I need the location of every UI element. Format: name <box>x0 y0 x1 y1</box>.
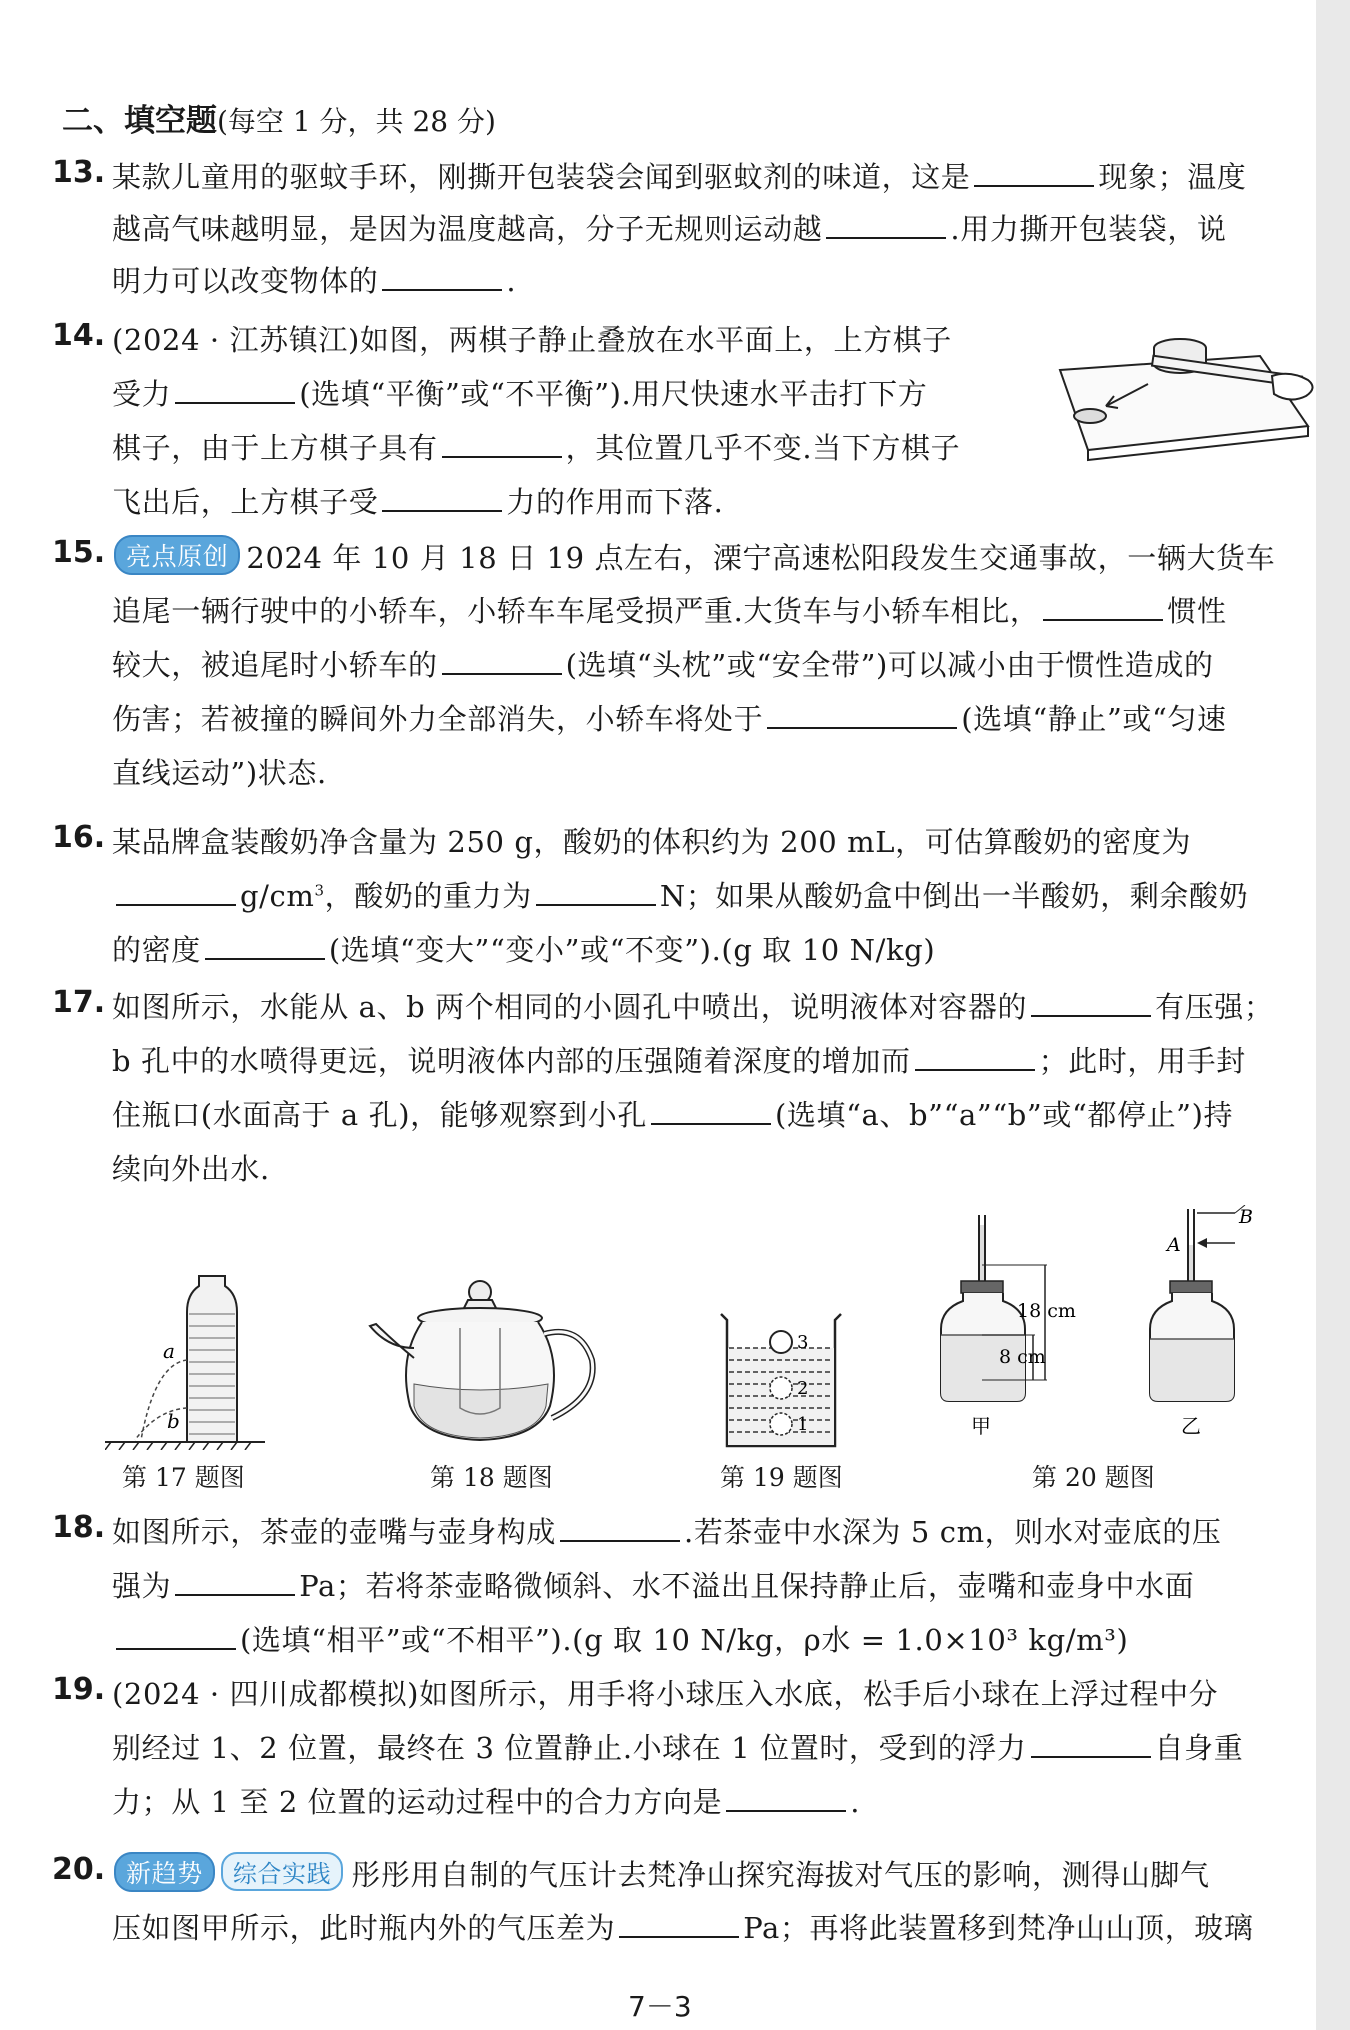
section-heading <box>62 95 496 140</box>
label-hole-b: b <box>167 1409 180 1433</box>
ball-position-1 <box>770 1413 792 1435</box>
page-number: 7－3 <box>628 1990 692 2023</box>
answer-blank[interactable] <box>442 643 562 675</box>
q18-line-2: 强为 Pa；若将茶壶略微倾斜、水不溢出且保持静止后，壶嘴和壶身中水面 <box>112 1564 1194 1605</box>
answer-blank[interactable] <box>442 426 562 458</box>
question-number: 19. <box>52 1672 106 1707</box>
label-position-3: 3 <box>797 1332 809 1353</box>
answer-blank[interactable] <box>619 1906 739 1938</box>
q15-line-3: 较大，被追尾时小轿车的 (选填“头枕”或“安全带”)可以减小由于惯性造成的 <box>112 643 1214 684</box>
q17-line-2: b 孔中的水喷得更远，说明液体内部的压强随着深度的增加而 ；此时，用手封 <box>112 1039 1246 1080</box>
figure-20-barometers <box>935 1205 1265 1460</box>
answer-blank[interactable] <box>1031 985 1151 1017</box>
question-number: 14. <box>52 318 106 353</box>
label-18cm: 18 cm <box>1017 1300 1076 1322</box>
answer-blank[interactable] <box>726 1780 846 1812</box>
label-position-1: 1 <box>797 1414 809 1435</box>
answer-blank[interactable] <box>974 155 1094 187</box>
answer-blank[interactable] <box>116 874 236 906</box>
question-number: 15. <box>52 535 106 570</box>
q18-line-1: 如图所示，茶壶的壶嘴与壶身构成 .若茶壶中水深为 5 cm，则水对壶底的压 <box>112 1510 1221 1551</box>
question-number: 20. <box>52 1852 106 1887</box>
answer-blank[interactable] <box>826 207 946 239</box>
section-scoring: (每空 1 分，共 28 分) <box>217 105 496 138</box>
page-edge-strip <box>1316 0 1350 2030</box>
label-hole-a: a <box>163 1339 175 1363</box>
q16-line-1: 某品牌盒装酸奶净含量为 250 g，酸奶的体积约为 200 mL，可估算酸奶的密度为 <box>112 825 1192 859</box>
answer-blank[interactable] <box>536 874 656 906</box>
q14-line-3: 棋子，由于上方棋子具有 ，其位置几乎不变.当下方棋子 <box>112 426 960 467</box>
ball-position-2 <box>770 1377 792 1399</box>
hand <box>1272 374 1313 400</box>
q19-line-3: 力；从 1 至 2 位置的运动过程中的合力方向是 . <box>112 1780 860 1821</box>
question-number: 16. <box>52 820 106 855</box>
figure-19-beaker <box>715 1310 855 1450</box>
q14-chess-figure <box>1040 318 1330 468</box>
q17-line-4: 续向外出水. <box>112 1152 270 1186</box>
q15-line-1: 亮点原创 2024 年 10 月 18 日 19 点左右，溧宁高速松阳段发生交通事故，一辆大货车 <box>114 535 1275 577</box>
q17-line-1: 如图所示，水能从 a、b 两个相同的小圆孔中喷出，说明液体对容器的 有压强； <box>112 985 1274 1026</box>
q19-line-1: (2024 · 四川成都模拟)如图所示，用手将小球压入水底，松手后小球在上浮过程中分 <box>112 1677 1219 1711</box>
q20-line-2: 压如图甲所示，此时瓶内外的气压差为 Pa；再将此装置移到梵净山山顶，玻璃 <box>112 1906 1254 1947</box>
q14-line-2: 受力 (选填“平衡”或“不平衡”).用尺快速水平击打下方 <box>112 372 927 413</box>
q19-line-2: 别经过 1、2 位置，最终在 3 位置静止.小球在 1 位置时，受到的浮力 自身重 <box>112 1726 1243 1767</box>
answer-blank[interactable] <box>560 1510 680 1542</box>
stopper-jia <box>961 1281 1003 1293</box>
caption-figure-20: 第 20 题图 <box>1032 1463 1155 1492</box>
answer-blank[interactable] <box>175 1564 295 1596</box>
section-title: 二、填空题 <box>62 103 217 139</box>
question-number: 13. <box>52 155 106 190</box>
label-A: A <box>1167 1234 1181 1256</box>
bottle <box>187 1276 237 1442</box>
bottom-chess-piece <box>1074 409 1106 423</box>
question-number: 17. <box>52 985 106 1020</box>
answer-blank[interactable] <box>382 480 502 512</box>
q18-line-3: (选填“相平”或“不相平”).(g 取 10 N/kg，ρ水 = 1.0×10³ kg/m³) <box>112 1618 1128 1659</box>
ball-position-3 <box>770 1331 792 1353</box>
q13-line-2: 越高气味越明显，是因为温度越高，分子无规则运动越 .用力撕开包装袋，说 <box>112 207 1227 248</box>
practice-badge: 综合实践 <box>221 1852 343 1891</box>
answer-blank[interactable] <box>767 697 957 729</box>
label-B: B <box>1239 1206 1253 1228</box>
answer-blank[interactable] <box>1031 1726 1151 1758</box>
q15-line-2: 追尾一辆行驶中的小轿车，小轿车车尾受损严重.大货车与小轿车相比， 惯性 <box>112 589 1227 630</box>
label-jia: 甲 <box>971 1414 991 1438</box>
q20-line-1: 新趋势 综合实践 彤彤用自制的气压计去梵净山探究海拔对气压的影响，测得山脚气 <box>114 1852 1210 1894</box>
jet-a <box>141 1360 187 1440</box>
answer-blank[interactable] <box>1043 589 1163 621</box>
teapot-spout <box>370 1324 414 1358</box>
answer-blank[interactable] <box>116 1618 236 1650</box>
figure-17-bottle <box>105 1268 275 1450</box>
figure-18-teapot <box>368 1278 618 1450</box>
caption-figure-17: 第 17 题图 <box>122 1463 245 1492</box>
q14-line-1: (2024 · 江苏镇江)如图，两棋子静止叠放在水平面上，上方棋子 <box>112 323 952 357</box>
q13-line-3: 明力可以改变物体的 . <box>112 259 516 300</box>
q16-line-3: 的密度 (选填“变大”“变小”或“不变”).(g 取 10 N/kg) <box>112 928 935 969</box>
caption-figure-19: 第 19 题图 <box>720 1463 843 1492</box>
caption-figure-18: 第 18 题图 <box>430 1463 553 1492</box>
stopper-yi <box>1170 1281 1212 1293</box>
q13-line-1: 某款儿童用的驱蚊手环，刚撕开包装袋会闻到驱蚊剂的味道，这是 现象；温度 <box>112 155 1246 196</box>
q15-line-5: 直线运动”)状态. <box>112 756 327 790</box>
label-yi: 乙 <box>1181 1414 1201 1438</box>
highlight-original-badge: 亮点原创 <box>114 535 240 575</box>
answer-blank[interactable] <box>175 372 295 404</box>
answer-blank[interactable] <box>382 259 502 291</box>
label-8cm: 8 cm <box>999 1346 1046 1368</box>
q14-line-4: 飞出后，上方棋子受 力的作用而下落. <box>112 480 723 521</box>
answer-blank[interactable] <box>915 1039 1035 1071</box>
new-trend-badge: 新趋势 <box>114 1852 215 1892</box>
q16-line-2: $g/cm^3$，酸奶的重力为 N；如果从酸奶盒中倒出一半酸奶，剩余酸奶 <box>112 874 1248 915</box>
answer-blank[interactable] <box>651 1093 771 1125</box>
q15-line-4: 伤害；若被撞的瞬间外力全部消失，小轿车将处于 (选填“静止”或“匀速 <box>112 697 1227 738</box>
question-number: 18. <box>52 1510 106 1545</box>
answer-blank[interactable] <box>205 928 325 960</box>
label-position-2: 2 <box>797 1378 809 1399</box>
q17-line-3: 住瓶口(水面高于 a 孔)，能够观察到小孔 (选填“a、b”“a”“b”或“都停止”)持 <box>112 1093 1233 1134</box>
